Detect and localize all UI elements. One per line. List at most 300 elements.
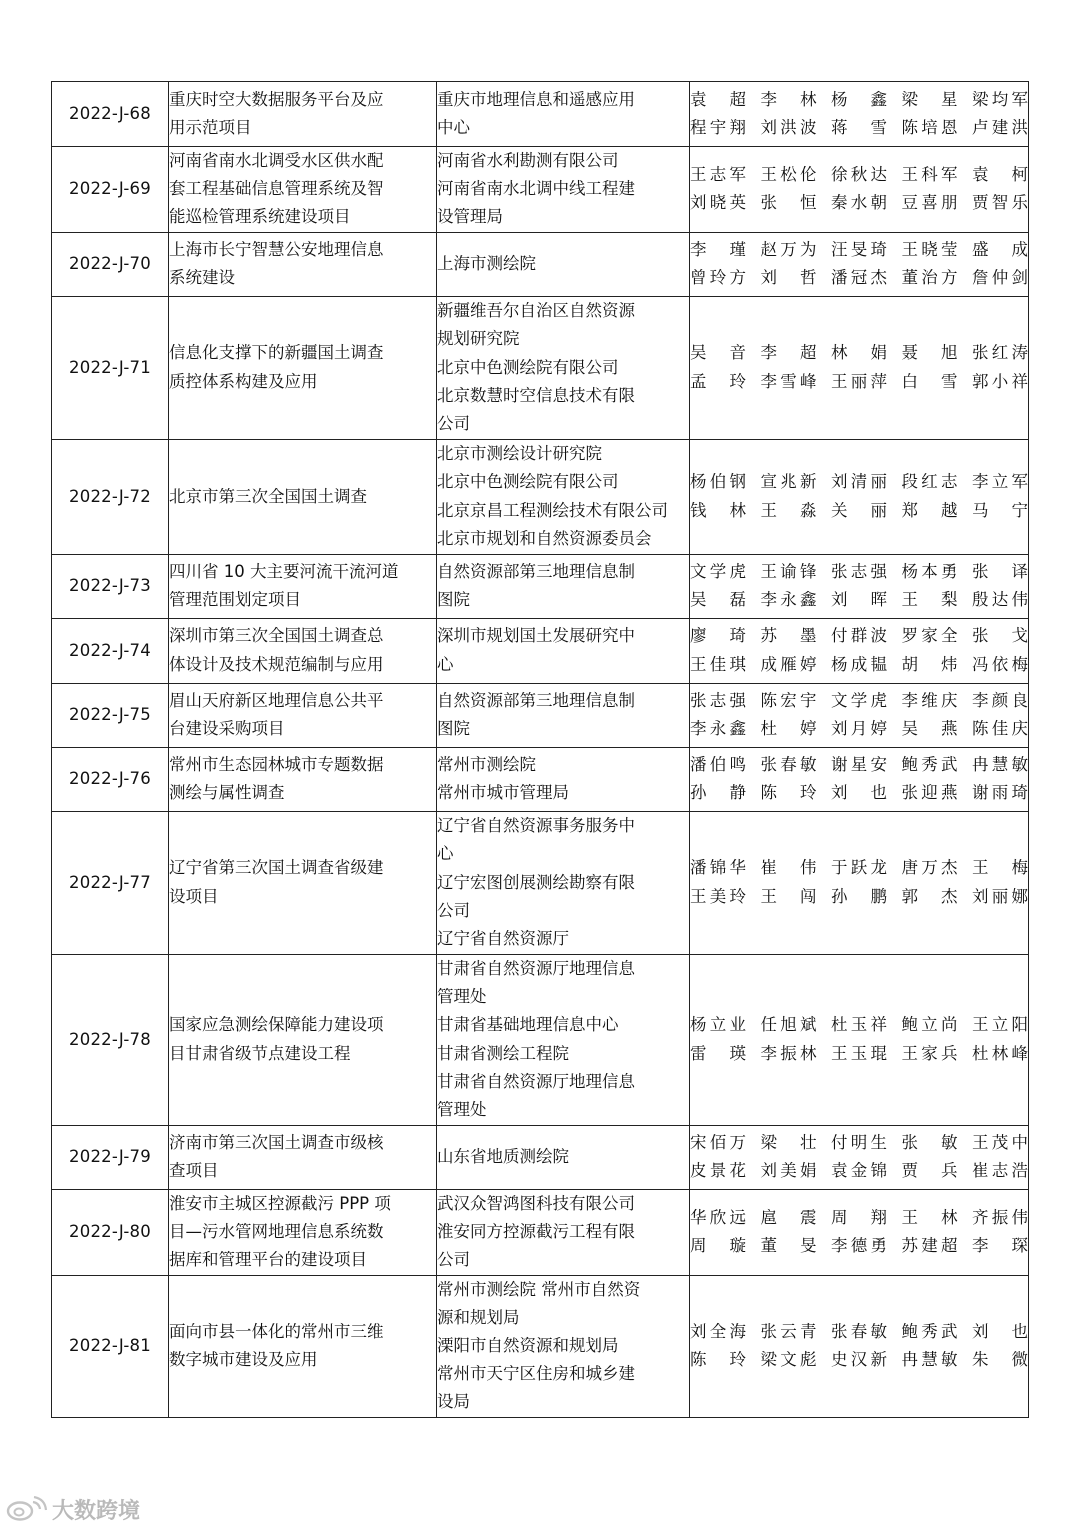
project-name-cell: [169, 82, 437, 147]
contributors-line: [690, 1040, 1028, 1068]
contributors-line: [690, 651, 1028, 679]
contributor-name: 蒋 雪: [831, 118, 887, 137]
contributor-name: 谢 雨 琦: [972, 783, 1028, 803]
organization-cell: [437, 554, 690, 618]
project-name-line: 质控体系构建及应用: [169, 371, 318, 391]
contributor-name: 张 春 敏: [831, 1321, 887, 1341]
contributor-name: 王 淼: [760, 500, 817, 520]
organization-line: 甘肃省自然资源厅地理信息: [437, 1071, 635, 1091]
contributor-name: 刘 全 海: [690, 1321, 746, 1341]
organization-line: 北京京昌工程测绘技术有限公司: [437, 500, 668, 520]
contributor-name: 程 宇 翔: [690, 118, 746, 137]
contributor-name: 张 春 敏: [760, 754, 817, 774]
organization-line: 常州市测绘院: [437, 754, 536, 774]
organization-line: 上海市测绘院: [437, 254, 536, 273]
organization-line: 北京数慧时空信息技术有限: [437, 385, 635, 405]
contributor-name: 袁 柯: [972, 165, 1028, 185]
watermark-text: 大数跨境: [52, 1498, 141, 1524]
project-name-line: 国家应急测绘保障能力建设项: [169, 1015, 384, 1035]
contributor-name: 苏 墨: [760, 626, 817, 646]
contributor-name: 刘 也: [831, 783, 887, 803]
contributor-name: 鲍 秀 武: [901, 754, 958, 774]
contributor-name: 马 宁: [972, 500, 1028, 520]
project-name-line: 设项目: [169, 886, 219, 906]
contributor-name: 李 瑾: [690, 239, 746, 259]
organization-cell: [437, 747, 690, 811]
organization-line: 武汉众智鸿图科技有限公司: [437, 1193, 635, 1213]
contributor-name: 鲍 秀 武: [901, 1321, 958, 1341]
contributor-name: 任 旭 斌: [760, 1015, 817, 1035]
table-row: [52, 618, 1029, 683]
table-row: [52, 1189, 1029, 1275]
contributor-name: 陈 佳 庆: [972, 719, 1028, 739]
contributor-name: 盛 成: [972, 239, 1028, 259]
contributor-name: 王 家 兵: [901, 1043, 958, 1063]
contributor-name: 卢 建 洪: [972, 118, 1028, 137]
award-id-cell: 2022-J-81: [52, 1275, 169, 1417]
contributor-name: 李 超: [760, 343, 817, 363]
contributors-line: [690, 622, 1028, 650]
contributor-name: 周 璇: [690, 1236, 746, 1256]
table-row: [52, 296, 1029, 439]
contributor-name: 王 茂 中: [972, 1132, 1028, 1152]
organization-cell: [437, 296, 690, 439]
contributor-name: 刘 洪 波: [760, 118, 817, 137]
organization-line: 公司: [437, 413, 470, 433]
contributor-name: 潘 伯 鸣: [690, 754, 746, 774]
project-name-line: 套工程基础信息管理系统及智: [169, 179, 384, 199]
contributor-name: 白 雪: [901, 371, 958, 391]
project-name-line: 济南市第三次国土调查市级核: [169, 1132, 384, 1152]
contributor-name: 廖 琦: [690, 626, 746, 646]
contributor-name: 成 雁 婷: [760, 654, 817, 674]
contributor-name: 关 丽: [831, 500, 887, 520]
contributors-cell: [690, 747, 1029, 811]
contributor-name: 吴 音: [690, 343, 746, 363]
contributor-name: 潘 冠 杰: [831, 268, 887, 288]
contributors-cell: [690, 554, 1029, 618]
project-name-line: 信息化支撑下的新疆国土调查: [169, 343, 384, 363]
contributor-name: 郭 杰: [901, 886, 958, 906]
table-row: [52, 683, 1029, 747]
table-row: [52, 1275, 1029, 1417]
table-row: [52, 1125, 1029, 1189]
project-name-line: 上海市长宁智慧公安地理信息: [169, 239, 384, 259]
project-name-line: 面向市县一体化的常州市三维: [169, 1321, 384, 1341]
project-name-line: 目甘肃省级节点建设工程: [169, 1043, 351, 1063]
contributor-name: 罗 家 全: [901, 626, 958, 646]
project-name-line: 体设计及技术规范编制与应用: [169, 654, 384, 674]
organization-line: 心: [437, 844, 454, 864]
contributor-name: 张 志 强: [831, 561, 887, 581]
organization-line: 管理处: [437, 1100, 487, 1120]
contributors-line: [690, 339, 1028, 367]
contributor-name: 于 跃 龙: [831, 858, 887, 878]
contributor-name: 刘 晓 英: [690, 193, 746, 213]
contributor-name: 王 美 玲: [690, 886, 746, 906]
contributors-line: [690, 236, 1028, 264]
project-name-line: 常州市生态园林城市专题数据: [169, 754, 384, 774]
contributor-name: 齐 振 伟: [972, 1207, 1028, 1227]
contributor-name: 陈 玲: [760, 783, 817, 803]
contributor-name: 冉 慧 敏: [901, 1350, 958, 1370]
contributor-name: 李 琛: [972, 1236, 1028, 1256]
award-id-cell: 2022-J-78: [52, 954, 169, 1125]
contributors-line: [690, 854, 1028, 882]
award-id-cell: 2022-J-73: [52, 554, 169, 618]
contributor-name: 李 德 勇: [831, 1236, 887, 1256]
contributor-name: 王 立 阳: [972, 1015, 1028, 1035]
project-name-line: 淮安市主城区控源截污 PPP 项: [169, 1193, 391, 1213]
contributor-name: 梁 壮: [760, 1132, 817, 1152]
contributor-name: 李 振 林: [760, 1043, 817, 1063]
contributor-name: 詹 仲 剑: [972, 268, 1028, 288]
contributor-name: 张 敏: [901, 1132, 958, 1152]
contributor-name: 贾 智 乐: [972, 193, 1028, 213]
contributor-name: 王 谕 锋: [760, 561, 817, 581]
contributor-name: 唐 万 杰: [901, 858, 958, 878]
contributor-name: 殷 达 伟: [972, 590, 1028, 610]
project-name-line: 据库和管理平台的建设项目: [169, 1250, 367, 1270]
project-name-line: 北京市第三次全国国土调查: [169, 486, 367, 506]
contributors-line: [690, 1011, 1028, 1039]
organization-line: 甘肃省基础地理信息中心: [437, 1015, 619, 1035]
award-id-cell: 2022-J-75: [52, 683, 169, 747]
contributor-name: 张 恒: [760, 193, 817, 213]
contributor-name: 冉 慧 敏: [972, 754, 1028, 774]
organization-line: 图院: [437, 590, 470, 610]
organization-line: 自然资源部第三地理信息制: [437, 690, 635, 710]
award-id-cell: 2022-J-79: [52, 1125, 169, 1189]
organization-line: 常州市城市管理局: [437, 783, 569, 803]
contributor-name: 张 译: [972, 561, 1028, 581]
contributor-name: 李 永 鑫: [690, 719, 746, 739]
organization-cell: [437, 683, 690, 747]
contributors-line: [690, 1157, 1028, 1185]
contributor-name: 杜 玉 祥: [831, 1015, 887, 1035]
contributors-cell: [690, 954, 1029, 1125]
contributor-name: 杨 伯 钢: [690, 472, 746, 492]
contributor-name: 董 旻: [760, 1236, 817, 1256]
contributor-name: 文 学 虎: [831, 690, 887, 710]
organization-cell: [437, 232, 690, 296]
table-row: [52, 147, 1029, 233]
contributor-name: 孟 玲: [690, 371, 746, 391]
contributor-name: 徐 秋 达: [831, 165, 887, 185]
contributor-name: 汪 旻 琦: [831, 239, 887, 259]
contributor-name: 刘 也: [972, 1321, 1028, 1341]
contributor-name: 雷 瑛: [690, 1043, 746, 1063]
contributors-cell: [690, 232, 1029, 296]
contributor-name: 史 汉 新: [831, 1350, 887, 1370]
organization-line: 深圳市规划国土发展研究中: [437, 626, 635, 646]
project-name-cell: [169, 811, 437, 954]
organization-line: 心: [437, 654, 454, 674]
contributor-name: 胡 炜: [901, 654, 958, 674]
contributor-name: 陈 玲: [690, 1350, 746, 1370]
table-row: [52, 82, 1029, 147]
award-id-cell: 2022-J-74: [52, 618, 169, 683]
organization-line: 北京市测绘设计研究院: [437, 444, 602, 464]
contributor-name: 冯 依 梅: [972, 654, 1028, 674]
project-name-line: 能巡检管理系统建设项目: [169, 207, 351, 227]
contributor-name: 刘 清 丽: [831, 472, 887, 492]
organization-line: 自然资源部第三地理信息制: [437, 561, 635, 581]
contributor-name: 吴 燕: [901, 719, 958, 739]
contributor-name: 秦 水 朝: [831, 193, 887, 213]
organization-line: 公司: [437, 900, 470, 920]
project-name-line: 数字城市建设及应用: [169, 1350, 318, 1370]
project-name-cell: [169, 954, 437, 1125]
organization-line: 图院: [437, 719, 470, 739]
contributor-name: 周 翔: [831, 1207, 887, 1227]
contributor-name: 苏 建 超: [901, 1236, 958, 1256]
organization-cell: [437, 439, 690, 554]
contributor-name: 梁 文 彪: [760, 1350, 817, 1370]
contributors-line: [690, 161, 1028, 189]
contributors-line: [690, 586, 1028, 614]
contributors-line: [690, 883, 1028, 911]
contributor-name: 刘 丽 娜: [972, 886, 1028, 906]
contributor-name: 张 云 青: [760, 1321, 817, 1341]
award-id-cell: 2022-J-76: [52, 747, 169, 811]
organization-line: 设管理局: [437, 207, 503, 227]
project-name-line: 眉山天府新区地理信息公共平: [169, 690, 384, 710]
contributor-name: 赵 万 为: [760, 239, 817, 259]
contributors-cell: [690, 1189, 1029, 1275]
contributor-name: 王 梨: [901, 590, 958, 610]
project-name-cell: [169, 296, 437, 439]
contributor-name: 豆 喜 朋: [901, 193, 958, 213]
organization-line: 山东省地质测绘院: [437, 1147, 569, 1166]
project-name-cell: [169, 618, 437, 683]
contributor-name: 付 群 波: [831, 626, 887, 646]
contributors-line: [690, 1318, 1028, 1346]
organization-cell: [437, 811, 690, 954]
contributor-name: 董 治 方: [901, 268, 958, 288]
contributors-line: [690, 468, 1028, 496]
contributors-line: [690, 264, 1028, 292]
contributor-name: 王 志 军: [690, 165, 746, 185]
contributors-line: [690, 86, 1028, 114]
award-id-cell: 2022-J-71: [52, 296, 169, 439]
contributor-name: 扈 震: [760, 1207, 817, 1227]
contributor-name: 张 志 强: [690, 690, 746, 710]
organization-cell: [437, 1275, 690, 1417]
contributor-name: 宣 兆 新: [760, 472, 817, 492]
contributor-name: 吴 磊: [690, 590, 746, 610]
contributors-cell: [690, 82, 1029, 147]
contributor-name: 贾 兵: [901, 1161, 958, 1181]
contributors-cell: [690, 683, 1029, 747]
project-name-cell: [169, 747, 437, 811]
contributor-name: 王 林: [901, 1207, 958, 1227]
contributors-line: [690, 497, 1028, 525]
contributor-name: 皮 景 花: [690, 1161, 746, 1181]
contributors-line: [690, 1204, 1028, 1232]
contributor-name: 王 科 军: [901, 165, 958, 185]
contributor-name: 李 维 庆: [901, 690, 958, 710]
award-id-cell: 2022-J-80: [52, 1189, 169, 1275]
table-row: [52, 811, 1029, 954]
organization-line: 辽宁省自然资源厅: [437, 928, 569, 948]
contributors-line: [690, 715, 1028, 743]
contributors-cell: [690, 1125, 1029, 1189]
awards-table-body: [52, 82, 1029, 1418]
project-name-line: 河南省南水北调受水区供水配: [169, 151, 384, 170]
contributor-name: 刘 晖: [831, 590, 887, 610]
contributor-name: 崔 志 浩: [972, 1161, 1028, 1181]
contributor-name: 李 永 鑫: [760, 590, 817, 610]
watermark: [6, 1494, 140, 1524]
organization-line: 新疆维吾尔自治区自然资源: [437, 301, 635, 321]
contributor-name: 李 林: [760, 89, 817, 109]
contributors-cell: [690, 296, 1029, 439]
contributor-name: 袁 超: [690, 89, 746, 109]
contributor-name: 孙 鹏: [831, 886, 887, 906]
contributor-name: 张 戈: [972, 626, 1028, 646]
contributor-name: 钱 林: [690, 500, 746, 520]
contributor-name: 崔 伟: [760, 858, 817, 878]
organization-line: 溧阳市自然资源和规划局: [437, 1336, 619, 1356]
contributor-name: 孙 静: [690, 783, 746, 803]
organization-cell: [437, 147, 690, 233]
organization-cell: [437, 1189, 690, 1275]
table-row: [52, 747, 1029, 811]
contributors-line: [690, 368, 1028, 396]
contributor-name: 王 晓 莹: [901, 239, 958, 259]
award-id-cell: 2022-J-69: [52, 147, 169, 233]
award-id-cell: 2022-J-70: [52, 232, 169, 296]
organization-line: 设局: [437, 1392, 470, 1412]
project-name-line: 深圳市第三次全国国土调查总: [169, 626, 384, 646]
contributor-name: 郑 越: [901, 500, 958, 520]
organization-line: 常州市测绘院 常州市自然资: [437, 1279, 641, 1299]
weibo-logo-icon: [6, 1496, 48, 1522]
contributor-name: 文 学 虎: [690, 561, 746, 581]
contributor-name: 朱 微: [972, 1350, 1028, 1370]
contributors-line: [690, 114, 1028, 142]
organization-line: 辽宁宏图创展测绘勘察有限: [437, 872, 635, 892]
contributors-cell: [690, 1275, 1029, 1417]
project-name-cell: [169, 1189, 437, 1275]
contributor-name: 聂 旭: [901, 343, 958, 363]
project-name-line: 台建设采购项目: [169, 719, 285, 739]
project-name-line: 用示范项目: [169, 118, 252, 137]
organization-line: 河南省水利勘测有限公司: [437, 151, 619, 170]
contributor-name: 李 雪 峰: [760, 371, 817, 391]
project-name-cell: [169, 439, 437, 554]
contributor-name: 陈 宏 宇: [760, 690, 817, 710]
award-id-cell: 2022-J-77: [52, 811, 169, 954]
project-name-line: 四川省 10 大主要河流干流河道: [169, 561, 399, 581]
contributors-line: [690, 687, 1028, 715]
contributor-name: 王 佳 琪: [690, 654, 746, 674]
contributor-name: 刘 哲: [760, 268, 817, 288]
contributor-name: 宋 佰 万: [690, 1132, 746, 1152]
contributor-name: 杜 婷: [760, 719, 817, 739]
project-name-line: 系统建设: [169, 268, 235, 288]
contributors-cell: [690, 147, 1029, 233]
contributor-name: 李 立 军: [972, 472, 1028, 492]
table-row: [52, 554, 1029, 618]
organization-cell: [437, 82, 690, 147]
contributors-cell: [690, 811, 1029, 954]
contributor-name: 潘 锦 华: [690, 858, 746, 878]
contributor-name: 王 丽 萍: [831, 371, 887, 391]
organization-line: 管理处: [437, 987, 487, 1007]
project-name-line: 查项目: [169, 1161, 219, 1181]
contributor-name: 刘 月 婷: [831, 719, 887, 739]
award-id-cell: 2022-J-68: [52, 82, 169, 147]
contributors-line: [690, 1232, 1028, 1260]
contributor-name: 张 迎 燕: [901, 783, 958, 803]
contributors-line: [690, 558, 1028, 586]
contributors-line: [690, 751, 1028, 779]
organization-line: 北京中色测绘院有限公司: [437, 472, 619, 492]
organization-line: 规划研究院: [437, 329, 520, 349]
contributor-name: 华 欣 远: [690, 1207, 746, 1227]
project-name-line: 目—污水管网地理信息系统数: [169, 1222, 384, 1241]
contributor-name: 杨 立 业: [690, 1015, 746, 1035]
contributor-name: 杨 鑫: [831, 89, 887, 109]
project-name-cell: [169, 554, 437, 618]
contributor-name: 鲍 立 尚: [901, 1015, 958, 1035]
contributor-name: 王 松 伦: [760, 165, 817, 185]
table-row: [52, 954, 1029, 1125]
project-name-cell: [169, 1125, 437, 1189]
project-name-line: 重庆时空大数据服务平台及应: [169, 89, 384, 109]
organization-line: 重庆市地理信息和遥感应用: [437, 89, 635, 109]
organization-line: 源和规划局: [437, 1307, 520, 1327]
organization-line: 淮安同方控源截污工程有限: [437, 1222, 635, 1241]
contributor-name: 林 娟: [831, 343, 887, 363]
project-name-line: 管理范围划定项目: [169, 590, 301, 610]
project-name-cell: [169, 147, 437, 233]
organization-line: 辽宁省自然资源事务服务中: [437, 816, 635, 836]
contributor-name: 王 玉 琨: [831, 1043, 887, 1063]
project-name-cell: [169, 683, 437, 747]
contributor-name: 陈 培 恩: [901, 118, 958, 137]
organization-cell: [437, 618, 690, 683]
contributors-cell: [690, 439, 1029, 554]
project-name-line: 辽宁省第三次国土调查省级建: [169, 858, 384, 878]
organization-line: 河南省南水北调中线工程建: [437, 179, 635, 199]
contributor-name: 刘 美 娟: [760, 1161, 817, 1181]
project-name-cell: [169, 232, 437, 296]
contributor-name: 梁 星: [901, 89, 958, 109]
contributors-line: [690, 1129, 1028, 1157]
contributors-line: [690, 1346, 1028, 1374]
organization-line: 中心: [437, 118, 470, 137]
contributor-name: 张 红 涛: [972, 343, 1028, 363]
contributors-line: [690, 189, 1028, 217]
award-id-cell: 2022-J-72: [52, 439, 169, 554]
organization-line: 甘肃省测绘工程院: [437, 1043, 569, 1063]
contributors-cell: [690, 618, 1029, 683]
organization-line: 公司: [437, 1250, 470, 1270]
contributors-line: [690, 779, 1028, 807]
contributor-name: 袁 金 锦: [831, 1161, 887, 1181]
contributor-name: 李 颜 良: [972, 690, 1028, 710]
contributor-name: 王 梅: [972, 858, 1028, 878]
organization-line: 北京市规划和自然资源委员会: [437, 528, 652, 548]
contributor-name: 谢 星 安: [831, 754, 887, 774]
contributor-name: 郭 小 祥: [972, 371, 1028, 391]
organization-line: 北京中色测绘院有限公司: [437, 357, 619, 377]
awards-table: [51, 81, 1029, 1418]
organization-cell: [437, 1125, 690, 1189]
